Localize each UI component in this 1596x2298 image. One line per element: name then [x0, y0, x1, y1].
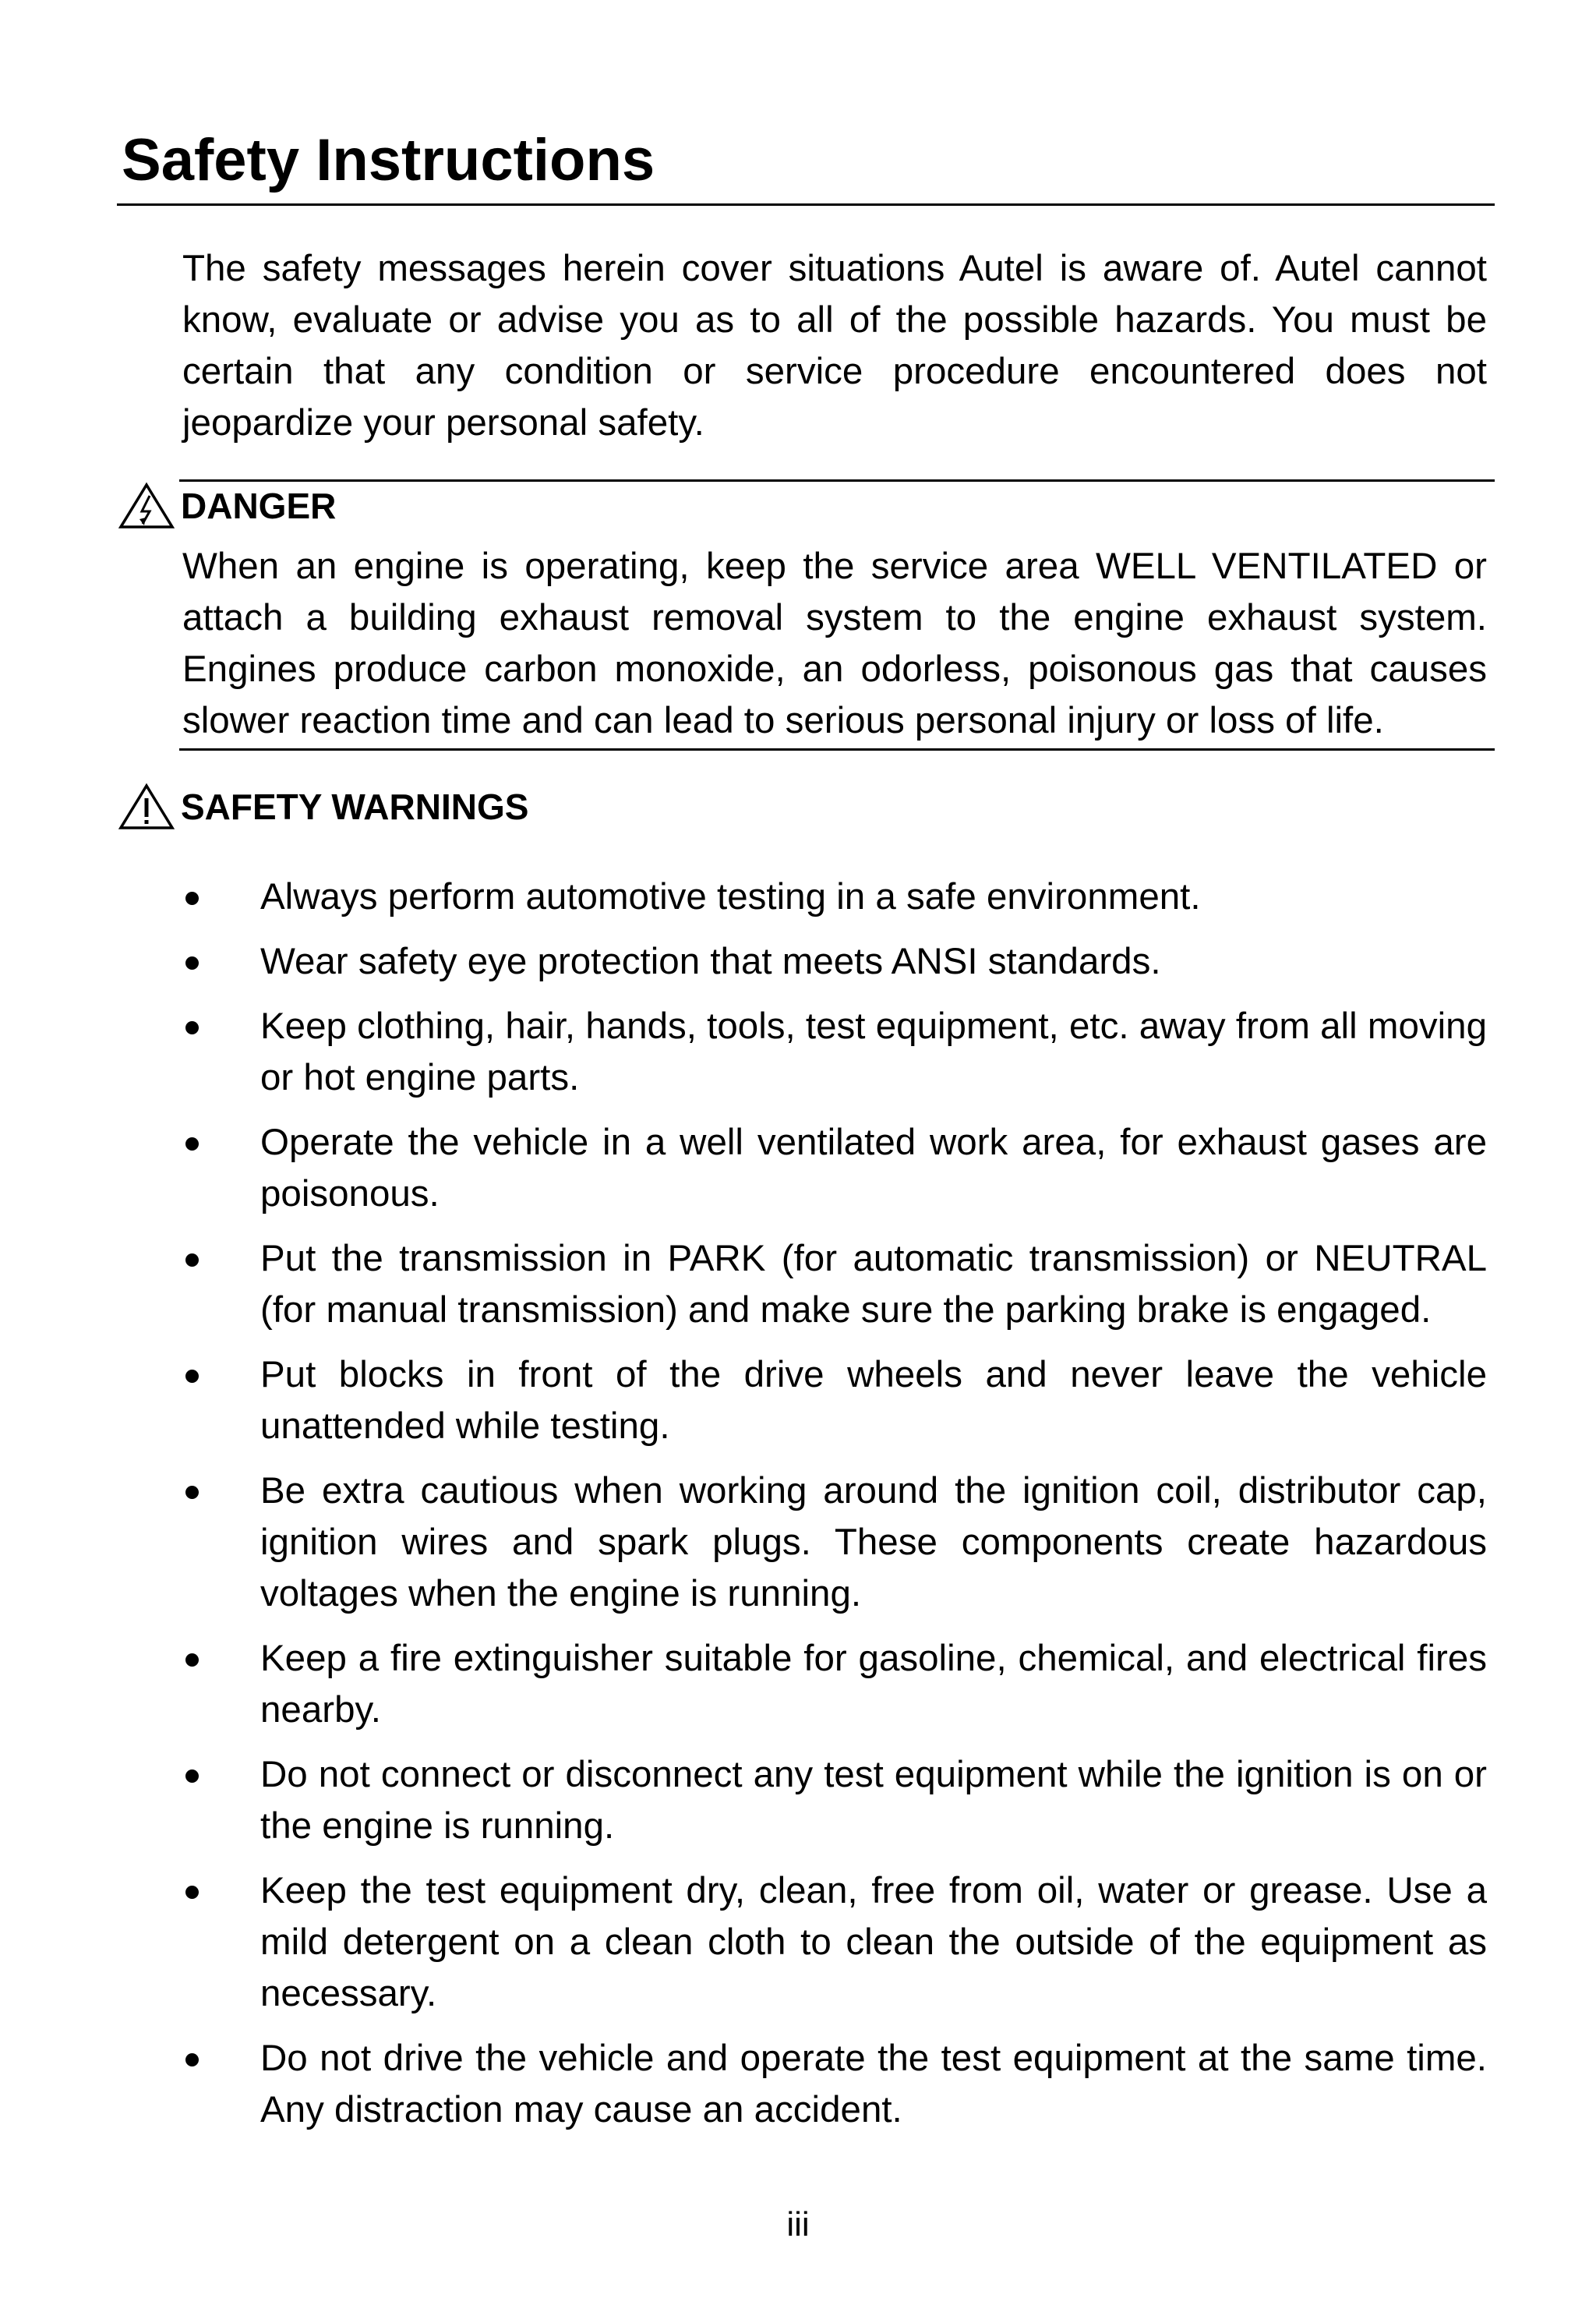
list-item — [0, 2033, 1596, 2136]
bullet-dot-icon — [185, 1486, 199, 1499]
list-item-text: Keep clothing, hair, hands, tools, test equipment, etc. away from all moving or hot engine parts. — [260, 1006, 1487, 1098]
list-item-text: Keep a fire extinguisher suitable for gasoline, chemical, and electrical fires nearby. — [260, 1638, 1487, 1731]
list-item — [0, 936, 1596, 988]
list-item — [0, 1749, 1596, 1852]
bullet-dot-icon — [185, 1653, 199, 1667]
high-voltage-warning-icon — [118, 482, 175, 530]
safety-warnings-list — [0, 871, 1596, 2149]
bullet-dot-icon — [185, 1253, 199, 1267]
list-item-text: Put blocks in front of the drive wheels and never leave the vehicle unattended while testing. — [260, 1354, 1487, 1447]
list-item — [0, 1465, 1596, 1620]
caution-triangle-icon — [118, 783, 175, 831]
safety-warnings-heading — [118, 783, 528, 831]
list-item — [0, 871, 1596, 923]
list-item — [0, 1633, 1596, 1736]
danger-heading — [118, 482, 336, 530]
list-item — [0, 1233, 1596, 1336]
danger-text: When an engine is operating, keep the service area WELL VENTILATED or attach a building exhaust removal system to the engine exhaust system. Engines produce carbon monoxide, an odorless, poisonous gas that causes slower reaction time and can lead to serious personal injury or loss of life. — [182, 546, 1487, 741]
list-item-text: Wear safety eye protection that meets ANSI standards. — [260, 941, 1161, 982]
bullet-dot-icon — [185, 892, 199, 905]
intro-paragraph: The safety messages herein cover situations Autel is aware of. Autel cannot know, evaluate or advise you as to all of the possible hazards. You must be certain that any condition or service procedure encountered does not jeopardize your personal safety. — [182, 248, 1487, 444]
danger-bottom-divider — [179, 748, 1495, 751]
page-number: iii — [786, 2205, 810, 2243]
page-title: Safety Instructions — [122, 127, 655, 193]
safety-warnings-label: SAFETY WARNINGS — [181, 787, 529, 827]
list-item — [0, 1117, 1596, 1220]
bullet-dot-icon — [185, 2053, 199, 2066]
bullet-dot-icon — [185, 1886, 199, 1899]
danger-label: DANGER — [181, 486, 337, 526]
bullet-dot-icon — [185, 1021, 199, 1034]
list-item-text: Operate the vehicle in a well ventilated work area, for exhaust gases are poisonous. — [260, 1122, 1487, 1214]
list-item-text: Keep the test equipment dry, clean, free from oil, water or grease. Use a mild detergent on a clean cloth to clean the outside of the equipment as necessary. — [260, 1870, 1487, 2014]
list-item-text: Be extra cautious when working around the ignition coil, distributor cap, ignition wires and spark plugs. These components create hazardous voltages when the engine is running. — [260, 1470, 1487, 1614]
list-item — [0, 1001, 1596, 1104]
title-divider — [117, 203, 1495, 206]
bullet-dot-icon — [185, 1769, 199, 1783]
list-item-text: Put the transmission in PARK (for automatic transmission) or NEUTRAL (for manual transmission) and make sure the parking brake is engaged. — [260, 1238, 1487, 1331]
list-item-text: Do not drive the vehicle and operate the test equipment at the same time. Any distraction may cause an accident. — [260, 2038, 1487, 2130]
list-item-text: Always perform automotive testing in a safe environment. — [260, 876, 1201, 917]
bullet-dot-icon — [185, 1370, 199, 1383]
list-item — [0, 1865, 1596, 2020]
list-item-text: Do not connect or disconnect any test equipment while the ignition is on or the engine is running. — [260, 1754, 1487, 1847]
bullet-dot-icon — [185, 1137, 199, 1151]
bullet-dot-icon — [185, 956, 199, 970]
danger-top-divider — [179, 479, 1495, 482]
list-item — [0, 1349, 1596, 1452]
